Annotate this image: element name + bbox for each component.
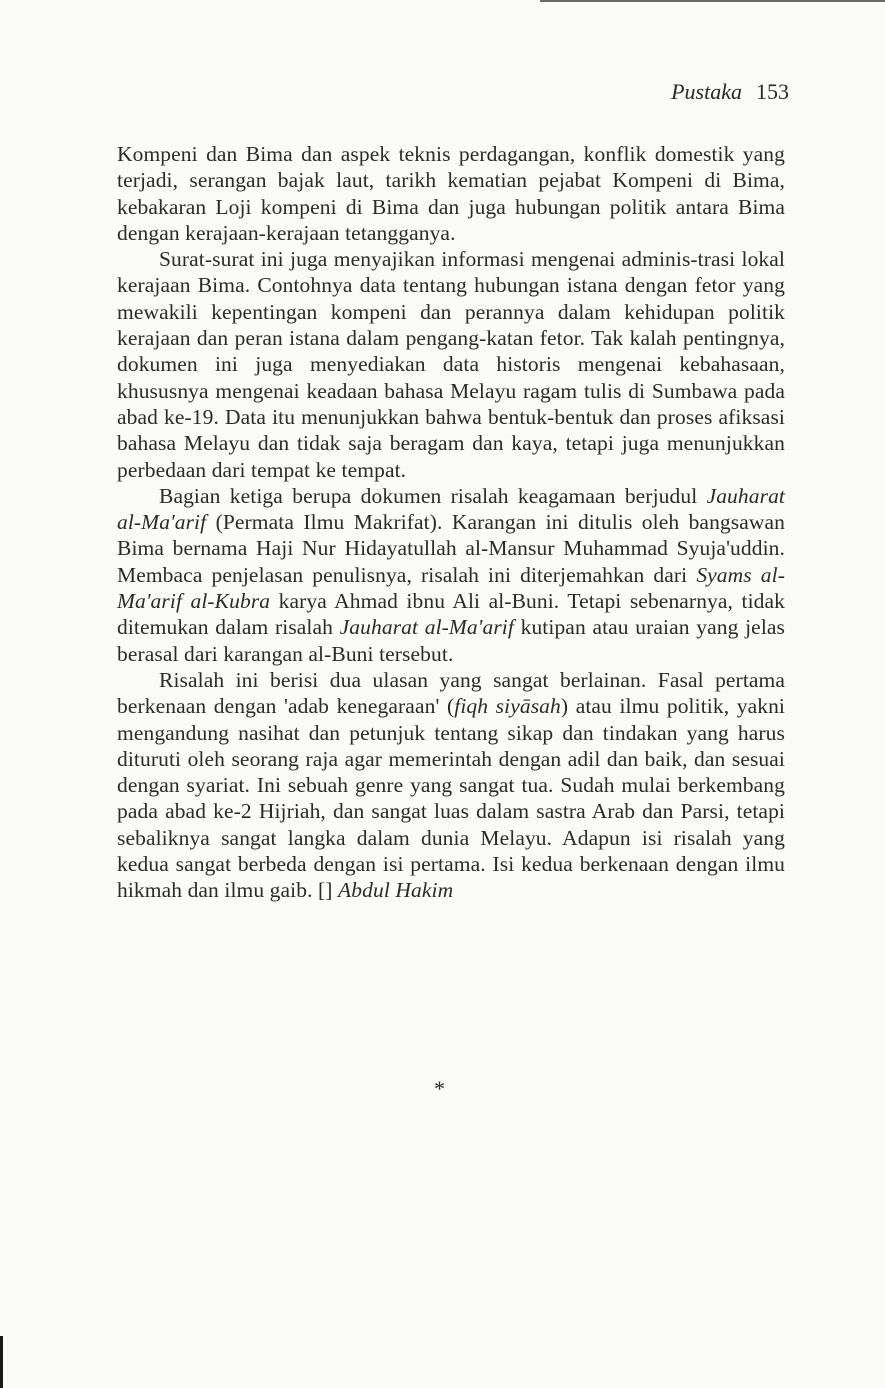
book-title-syams: Syams al-Ma'arif al-Kubra (117, 562, 785, 614)
body-text (117, 141, 785, 904)
running-head (671, 78, 789, 106)
paragraph-3-text-b: (Permata Ilmu Makrifat). Karangan ini ditulis oleh bangsawan Bima bernama Haji Nur Hidayatullah al-Mansur Muhammad Syuja'uddin. Membaca penjelasan penulisnya, risalah ini diterjemahkan dari (117, 510, 785, 587)
book-title-jauharat-2: Jauharat al-Ma'arif (339, 615, 514, 640)
paragraph-1: Kompeni dan Bima dan aspek teknis perdagangan, konflik domestik yang terjadi, serangan bajak laut, tarikh kematian pejabat Kompeni di Bima, kebakaran Loji kompeni di Bima dan juga hubungan politik antara Bima dengan kerajaan-kerajaan tetangganya. (117, 142, 785, 245)
running-head-title: Pustaka (671, 79, 742, 104)
paragraph-3-text-c: karya Ahmad ibnu Ali al-Buni. Tetapi sebenarnya, tidak ditemukan dalam risalah (117, 589, 785, 640)
paragraph-4-text-b: ) atau ilmu politik, yakni mengandung nasihat dan petunjuk tentang sikap dan tindakan yang harus dituruti oleh seorang raja agar memerintah dengan adil dan baik, dan sesuai dengan syariat. Ini sebuah genre yang sangat tua. Sudah mulai berkembang pada abad ke-2 Hijriah, dan sangat luas dalam sastra Arab dan Parsi, tetapi sebaliknya sangat langka dalam dunia Melayu. Adapun isi risalah yang kedua sangat berbeda dengan isi pertama. Isi kedua berkenaan dengan ilmu hikmah dan ilmu gaib. [] (117, 694, 786, 903)
top-edge-rule (540, 0, 885, 2)
paragraph-3-text-a: Bagian ketiga berupa dokumen risalah keagamaan berjudul (159, 483, 707, 508)
paragraph-3-text-d: kutipan atau uraian yang jelas berasal dari karangan al-Buni tersebut. (117, 615, 786, 666)
paragraph-3 (117, 483, 785, 667)
term-fiqh-siyasah: fiqh siyāsah (454, 694, 561, 719)
book-title-jauharat: Jauharat al-Ma'arif (117, 483, 785, 535)
paragraph-2: Surat-surat ini juga menyajikan informasi mengenai adminis-trasi lokal kerajaan Bima. Contohnya data tentang hubungan istana dengan fetor yang mewakili kepentingan kompeni dan perannya dalam kehidupan politik kerajaan dan peran istana dalam pengang-katan fetor. Tak kalah pentingnya, dokumen ini juga menyediakan data historis mengenai kebahasaan, khususnya mengenai keadaan bahasa Melayu ragam tulis di Sumbawa pada abad ke-19. Data itu menunjukkan bahwa bentuk-bentuk dan proses afiksasi bahasa Melayu dan tidak saja beragam dan kaya, tetapi juga menunjukkan perbedaan dari tempat ke tempat. (117, 247, 785, 482)
page-edge-mark (0, 1336, 3, 1388)
page-number: 153 (756, 79, 789, 104)
author-signature: Abdul Hakim (338, 878, 454, 903)
paragraph-4-text-a: Risalah ini berisi dua ulasan yang sangat berlainan. Fasal pertama berkenaan dengan 'adab kenegaraan' ( (117, 667, 785, 719)
paragraph-4 (117, 667, 785, 904)
section-ornament: * (434, 1076, 445, 1101)
